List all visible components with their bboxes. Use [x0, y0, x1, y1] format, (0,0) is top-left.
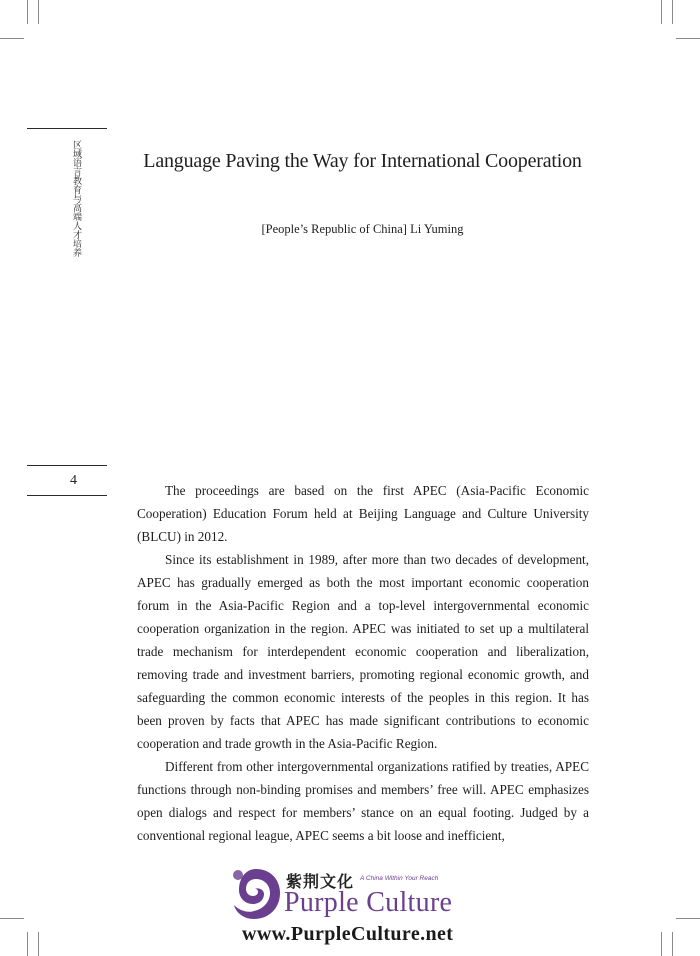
paragraph: Since its establishment in 1989, after more than two decades of development, APEC has gradually emerged as both the most important economic cooperation forum in the Asia-Pacific Region and a top-level intergovernmental economic cooperation organization in the region. APEC was initiated to set up a multilateral trade mechanism for interdependent economic cooperation and liberalization, removing trade and investment barriers, promoting regional economic growth, and safeguarding the common economic interests of the peoples in this region. It has been proven by facts that APEC has made significant contributions to economic cooperation and trade growth in the Asia-Pacific Region. [137, 552, 589, 751]
crop-mark-top-left-v1 [27, 0, 28, 24]
author-line: [People’s Republic of China] Li Yuming [261, 222, 464, 236]
crop-mark-bottom-right-v2 [672, 932, 673, 956]
crop-mark-bottom-right-h [676, 918, 700, 919]
crop-mark-top-left-h [0, 38, 24, 39]
page-number: 4 [70, 473, 77, 488]
crop-mark-bottom-right-v1 [661, 932, 662, 956]
logo-chinese-name: 紫荆文化 [286, 872, 355, 891]
purple-culture-watermark [230, 865, 490, 950]
crop-mark-bottom-left-v2 [38, 932, 39, 956]
crop-mark-top-right-v2 [672, 0, 673, 24]
paragraph: Different from other intergovernmental organizations ratified by treaties, APEC functions through non-binding promises and members’ free will. APEC emphasizes open dialogs and respect for members’ stance on an equal footing. Judged by a conventional regional league, APEC seems a bit loose and inefficient, [137, 759, 589, 843]
crop-mark-top-right-v1 [661, 0, 662, 24]
article-title: Language Paving the Way for International Cooperation [143, 150, 582, 172]
crop-mark-bottom-left-v1 [27, 932, 28, 956]
paragraph: The proceedings are based on the first APEC (Asia-Pacific Economic Cooperation) Education Forum held at Beijing Language and Culture University (BLCU) in 2012. [137, 483, 589, 544]
crop-mark-bottom-left-h [0, 918, 24, 919]
crop-mark-top-left-v2 [38, 0, 39, 24]
margin-rule-top [27, 128, 107, 129]
running-header-vertical: 区域语言教育与高端人才培养 [71, 140, 81, 257]
logo-url: www.PurpleCulture.net [242, 923, 454, 945]
margin-rule-middle [27, 465, 107, 466]
logo-tagline: A China Within Your Reach [360, 875, 439, 882]
logo-brand-name: Purple Culture [284, 887, 453, 918]
body-text [137, 479, 589, 847]
crop-mark-top-right-h [676, 38, 700, 39]
purple-culture-logo-icon [230, 865, 282, 923]
margin-rule-page-number [27, 495, 107, 496]
